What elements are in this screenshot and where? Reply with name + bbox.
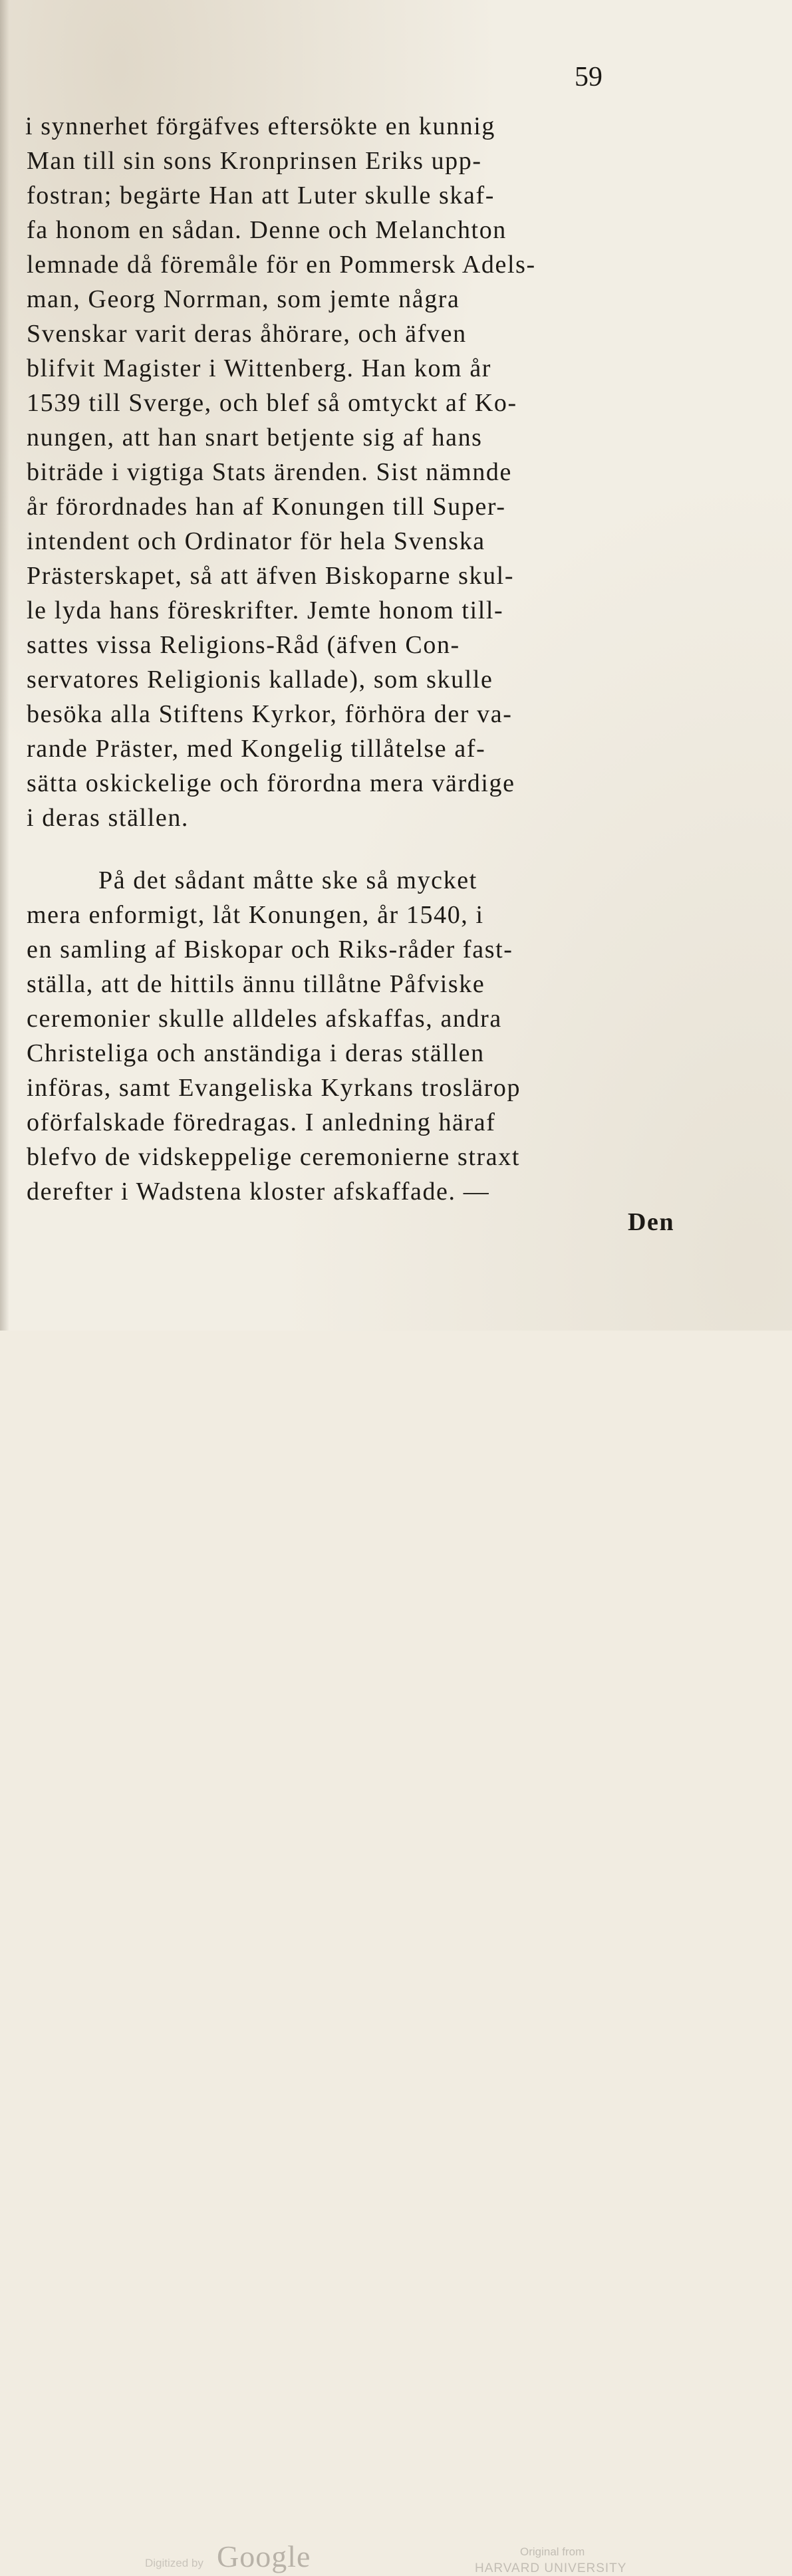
text-line: sätta oskickelige och förordna mera värdige	[27, 769, 515, 797]
digitized-by-label: Digitized by	[145, 2557, 203, 2569]
digitization-footer	[0, 1263, 792, 2575]
text-line: man, Georg Norrman, som jemte några	[27, 285, 460, 313]
page-number: 59	[575, 62, 602, 92]
text-line: lemnade då föremåle för en Pommersk Adels-	[27, 251, 536, 279]
text-line: mera enformigt, låt Konungen, år 1540, i	[27, 901, 484, 929]
text-line: blefvo de vidskeppelige ceremonierne straxt	[27, 1143, 520, 1171]
text-line: besöka alla Stiftens Kyrkor, förhöra der va-	[27, 700, 513, 728]
text-line: sattes vissa Religions-Råd (äfven Con-	[27, 631, 460, 659]
text-line: Prästerskapet, så att äfven Biskoparne skul-	[27, 562, 515, 590]
library-name: HARVARD UNIVERSITY	[475, 2561, 627, 2575]
catchword: Den	[628, 1208, 675, 1236]
text-line: intendent och Ordinator för hela Svenska	[27, 527, 485, 555]
text-line: biträde i vigtiga Stats ärenden. Sist nämnde	[27, 458, 512, 486]
text-line: i synnerhet förgäfves eftersökte en kunnig	[25, 112, 496, 140]
google-logo: Google	[217, 2539, 311, 2573]
text-line: en samling af Biskopar och Riks-råder fast-	[27, 936, 513, 964]
text-line: fa honom en sådan. Denne och Melanchton	[27, 216, 507, 244]
text-line: ställa, att de hittils ännu tillåtne Påfviske	[27, 970, 485, 998]
text-line: le lyda hans föreskrifter. Jemte honom till-	[27, 596, 504, 624]
text-line: rande Präster, med Kongelig tillåtelse af-	[27, 735, 486, 763]
text-line: Christeliga och anständiga i deras ställen	[27, 1039, 485, 1067]
text-line: Man till sin sons Kronprinsen Eriks upp-	[27, 147, 482, 175]
text-line: derefter i Wadstena kloster afskaffade. —	[27, 1178, 490, 1206]
text-line: fostran; begärte Han att Luter skulle skaf-	[27, 182, 495, 209]
text-line: 1539 till Sverge, och blef så omtyckt af Ko-	[27, 389, 517, 417]
text-line: På det sådant måtte ske så mycket	[98, 866, 477, 894]
text-line: Svenskar varit deras åhörare, och äfven	[27, 320, 467, 348]
text-line: ceremonier skulle alldeles afskaffas, andra	[27, 1005, 502, 1033]
text-line: servatores Religionis kallade), som skulle	[27, 666, 493, 694]
original-from-label: Original from	[520, 2545, 585, 2558]
text-line: nungen, att han snart betjente sig af hans	[27, 424, 483, 451]
text-line: blifvit Magister i Wittenberg. Han kom år	[27, 354, 492, 382]
text-line: införas, samt Evangeliska Kyrkans troslärор	[27, 1074, 521, 1102]
text-line: i deras ställen.	[27, 804, 190, 832]
text-line: år förordnades han af Konungen till Super-	[27, 493, 506, 521]
text-line: oförfalskade föredragas. I anledning häraf	[27, 1108, 496, 1136]
